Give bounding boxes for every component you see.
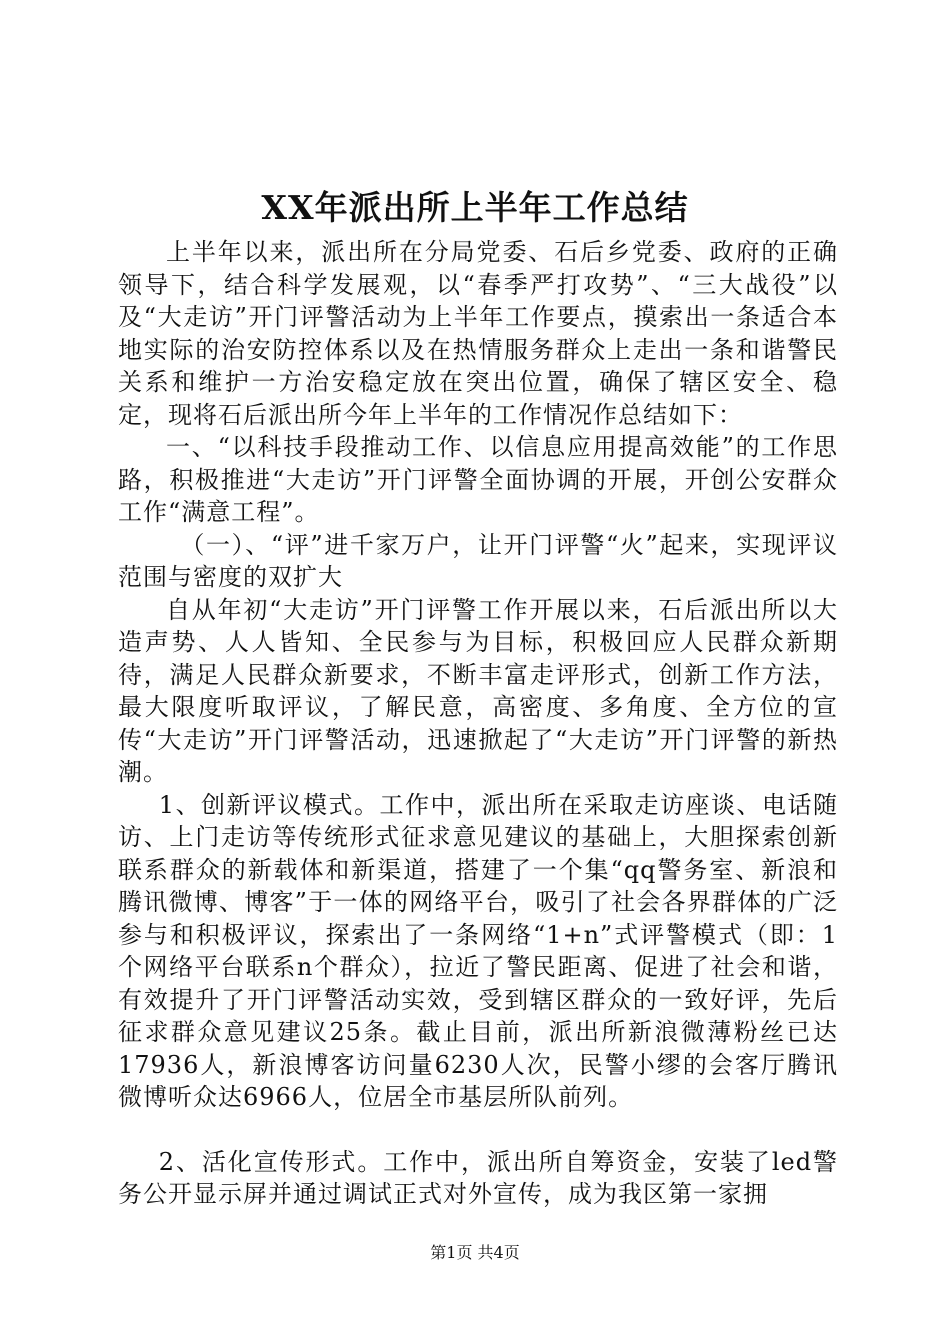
paragraph-gap	[118, 1114, 838, 1146]
paragraph-intro: 上半年以来，派出所在分局党委、石后乡党委、政府的正确领导下，结合科学发展观，以“春季严打攻势”、“三大战役”以及“大走访”开门评警活动为上半年工作要点，摸索出一条适合本地实际的治安防控体系以及在热情服务群众上走出一条和谐警民关系和维护一方治安稳定放在突出位置，确保了辖区安全、稳定，现将石后派出所今年上半年的工作情况作总结如下：	[118, 238, 838, 429]
document-body	[118, 236, 838, 1211]
paragraph-subsection-1: （一）、“评”进千家万户，让开门评警“火”起来，实现评议范围与密度的双扩大	[118, 530, 838, 591]
paragraph-subsection-1-body: 自从年初“大走访”开门评警工作开展以来，石后派出所以大造声势、人人皆知、全民参与为目标，积极回应人民群众新期待，满足人民群众新要求，不断丰富走评形式，创新工作方法，最大限度听取评议，了解民意，高密度、多角度、全方位的宣传“大走访”开门评警活动，迅速掀起了“大走访”开门评警的新热潮。	[118, 595, 838, 786]
page-footer: 第1页 共4页	[430, 1243, 520, 1262]
document-title: XX年派出所上半年工作总结	[261, 188, 689, 227]
paragraph-item-1: 1、创新评议模式。工作中，派出所在采取走访座谈、电话随访、上门走访等传统形式征求意见建议的基础上，大胆探索创新联系群众的新载体和新渠道，搭建了一个集“qq警务室、新浪和腾讯微博、博客”于一体的网络平台，吸引了社会各界群体的广泛参与和积极评议，探索出了一条网络“1+n”式评警模式（即：1个网络平台联系n个群众），拉近了警民距离、促进了社会和谐，有效提升了开门评警活动实效，受到辖区群众的一致好评，先后征求群众意见建议25条。截止目前，派出所新浪微薄粉丝已达17936人，新浪博客访问量6230人次，民警小缪的会客厅腾讯微博听众达6966人，位居全市基层所队前列。	[118, 790, 838, 1111]
paragraph-section-1: 一、“以科技手段推动工作、以信息应用提高效能”的工作思路，积极推进“大走访”开门评警全面协调的开展，开创公安群众工作“满意工程”。	[118, 433, 838, 526]
paragraph-item-2: 2、活化宣传形式。工作中，派出所自筹资金，安装了led警务公开显示屏并通过调试正式对外宣传，成为我区第一家拥	[118, 1147, 838, 1208]
